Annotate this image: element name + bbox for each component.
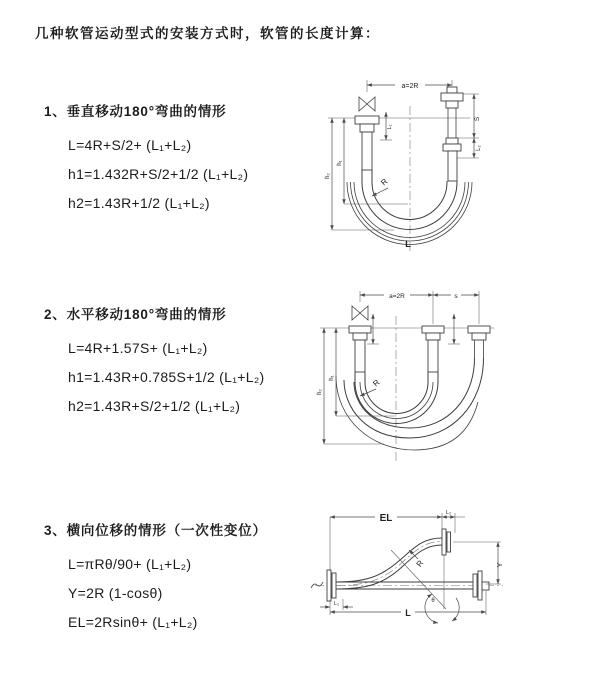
formula-line: h1=1.432R+S/2+1/2 (L₁+L₂) xyxy=(68,166,249,182)
formula-line: h1=1.43R+0.785S+1/2 (L₁+L₂) xyxy=(68,369,265,385)
dim-label-h2: h₂ xyxy=(325,173,331,179)
section-heading: 2、水平移动180°弯曲的情形 xyxy=(44,307,227,322)
dim-label-h1: h₁ xyxy=(337,160,343,166)
formula-list xyxy=(68,131,248,218)
dim-label-travel-s: S xyxy=(474,116,481,122)
formula-line: h2=1.43R+1/2 (L₁+L₂) xyxy=(68,195,210,211)
radius-label-r: R xyxy=(371,377,382,389)
formula-line: Y=2R (1-cosθ) xyxy=(68,585,163,601)
braided-hose-section xyxy=(448,151,457,181)
section-vertical-movement xyxy=(44,100,248,218)
dim-label-travel-s: s xyxy=(454,293,458,300)
page-title: 几种软管运动型式的安装方式时，软管的长度计算： xyxy=(35,26,380,41)
section-horizontal-movement xyxy=(44,303,265,421)
section-heading: 3、横向位移的情形（一次性变位） xyxy=(44,523,267,538)
dim-label-el: EL xyxy=(379,513,393,524)
formula-line: h2=1.43R+S/2+1/2 (L₁+L₂) xyxy=(68,398,241,414)
valve-icon xyxy=(359,97,375,111)
braided-hose-section xyxy=(362,132,372,170)
dim-label-h1: h₁ xyxy=(329,375,335,381)
valve-icon xyxy=(352,306,368,320)
dim-label-y: Y xyxy=(495,562,504,568)
section-lateral-displacement xyxy=(44,519,267,637)
vertical-180-bend-diagram xyxy=(300,70,550,262)
dim-label-l1: L₁ xyxy=(387,124,393,130)
dim-label-l1: L₁ xyxy=(334,601,339,607)
formula-line: L=πRθ/90+ (L₁+L₂) xyxy=(68,556,192,572)
formula-list xyxy=(68,334,265,421)
hose-moved-wall xyxy=(354,358,475,428)
angle-label-theta: θ xyxy=(431,598,435,604)
braided-hose-section xyxy=(428,340,438,372)
lateral-displacement-diagram xyxy=(305,503,505,625)
dim-label-a-2r: a=2R xyxy=(401,83,419,90)
formula-line: EL=2Rsinθ+ (L₁+L₂) xyxy=(68,614,198,630)
formula-list xyxy=(68,550,267,637)
dim-label-h2: h₂ xyxy=(317,389,323,395)
dim-label-l2: L₂ xyxy=(476,145,482,151)
horizontal-180-bend-diagram xyxy=(298,282,560,477)
formula-line: L=4R+1.57S+ (L₁+L₂) xyxy=(68,340,208,356)
radius-label-r: R xyxy=(379,176,390,188)
length-label-l: L xyxy=(405,608,411,618)
radius-label-r: R xyxy=(414,558,426,569)
length-label-l: L xyxy=(405,239,411,250)
break-mark xyxy=(311,582,323,588)
dim-label-a-2r: a=2R xyxy=(389,293,405,300)
dim-label-l2: L₂ xyxy=(445,510,452,516)
formula-line: L=4R+S/2+ (L₁+L₂) xyxy=(68,137,192,153)
section-heading: 1、垂直移动180°弯曲的情形 xyxy=(44,104,227,119)
braided-hose-section xyxy=(355,340,365,372)
